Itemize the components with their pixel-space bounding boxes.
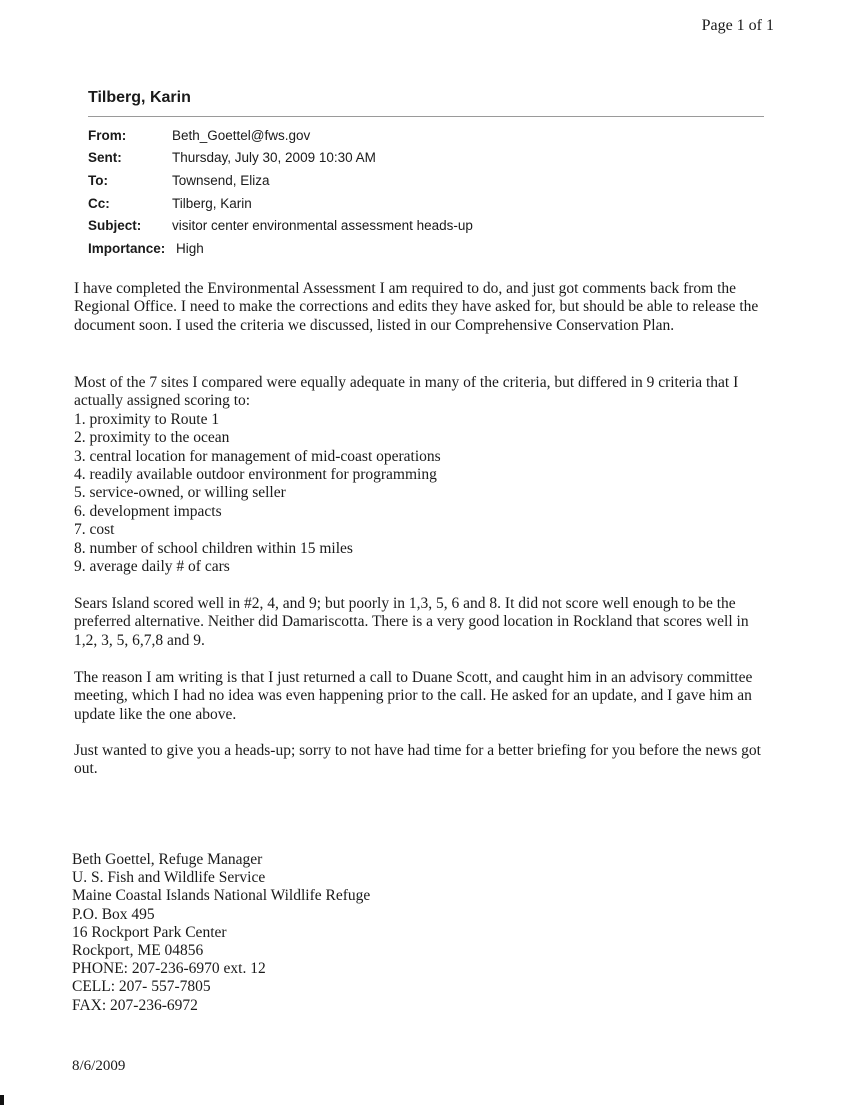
subject-value: visitor center environmental assessment heads-up	[172, 218, 473, 234]
importance-value: High	[176, 240, 204, 256]
signature-line: U. S. Fish and Wildlife Service	[72, 869, 266, 887]
list-item: 1. proximity to Route 1	[74, 410, 220, 428]
to-row	[88, 169, 473, 192]
to-value: Townsend, Eliza	[172, 172, 270, 188]
page-number: Page 1 of 1	[701, 17, 774, 34]
cc-label: Cc:	[88, 195, 110, 211]
body-paragraph-1	[74, 280, 774, 335]
paragraph-text: The reason I am writing is that I just returned a call to Duane Scott, and caught him in an advisory committee meeting, which I had no idea was even happening prior to the call. He asked for an update, and I gave him an update like the one above.	[74, 669, 753, 723]
subject-row	[88, 214, 473, 237]
signature-line: PHONE: 207-236-6970 ext. 12	[72, 960, 266, 978]
body-paragraph-3	[74, 595, 774, 650]
list-item: 2. proximity to the ocean	[74, 429, 230, 447]
importance-label: Importance:	[88, 240, 166, 256]
signature-line: CELL: 207- 557-7805	[72, 978, 211, 996]
criteria-intro: Most of the 7 sites I compared were equally adequate in many of the criteria, but differed in 9 criteria that I actually assigned scoring to:	[74, 374, 739, 410]
cc-row	[88, 192, 473, 215]
list-item: 4. readily available outdoor environment for programming	[74, 466, 437, 484]
importance-row	[88, 237, 473, 260]
paragraph-text: I have completed the Environmental Assessment I am required to do, and just got comments back from the Regional Office. I need to make the corrections and edits they have asked for, but should be able to release the document soon. I used the criteria we discussed, listed in our Comprehensive Conservation Plan.	[74, 280, 759, 334]
mailbox-owner-name: Tilberg, Karin	[88, 89, 191, 106]
paragraph-text: Sears Island scored well in #2, 4, and 9; but poorly in 1,3, 5, 6 and 8. It did not score well enough to be the preferred alternative. Neither did Damariscotta. There is a very good location in Rockland that scores well in 1,2, 3, 5, 6,7,8 and 9.	[74, 595, 749, 649]
from-row	[88, 124, 473, 147]
sent-value: Thursday, July 30, 2009 10:30 AM	[172, 150, 376, 166]
from-value: Beth_Goettel@fws.gov	[172, 127, 311, 143]
signature-line: 16 Rockport Park Center	[72, 923, 227, 941]
body-paragraph-2	[74, 374, 774, 576]
body-paragraph-4	[74, 669, 774, 724]
from-label: From:	[88, 127, 127, 143]
signature-line: Beth Goettel, Refuge Manager	[72, 851, 263, 868]
list-item: 3. central location for management of mid-coast operations	[74, 447, 441, 465]
subject-label: Subject:	[88, 218, 142, 234]
list-item: 9. average daily # of cars	[74, 558, 230, 576]
list-item: 6. development impacts	[74, 502, 222, 520]
sent-label: Sent:	[88, 150, 122, 166]
signature-line: Maine Coastal Islands National Wildlife Refuge	[72, 887, 371, 905]
body-paragraph-5	[74, 742, 774, 779]
sent-row	[88, 147, 473, 170]
list-item: 7. cost	[74, 521, 115, 539]
cc-value: Tilberg, Karin	[172, 195, 252, 211]
list-item: 8. number of school children within 15 miles	[74, 539, 353, 557]
print-date: 8/6/2009	[72, 1058, 126, 1074]
to-label: To:	[88, 172, 108, 188]
header-divider	[88, 116, 764, 117]
signature-line: Rockport, ME 04856	[72, 942, 204, 960]
signature-line: FAX: 207-236-6972	[72, 996, 198, 1014]
criteria-list	[74, 411, 774, 577]
scan-edge-mark	[0, 1095, 4, 1105]
signature-line: P.O. Box 495	[72, 905, 155, 923]
signature-block	[72, 851, 370, 1015]
email-header	[88, 124, 473, 260]
list-item: 5. service-owned, or willing seller	[74, 484, 286, 502]
paragraph-text: Just wanted to give you a heads-up; sorry to not have had time for a better briefing for you before the news got out.	[74, 742, 761, 778]
